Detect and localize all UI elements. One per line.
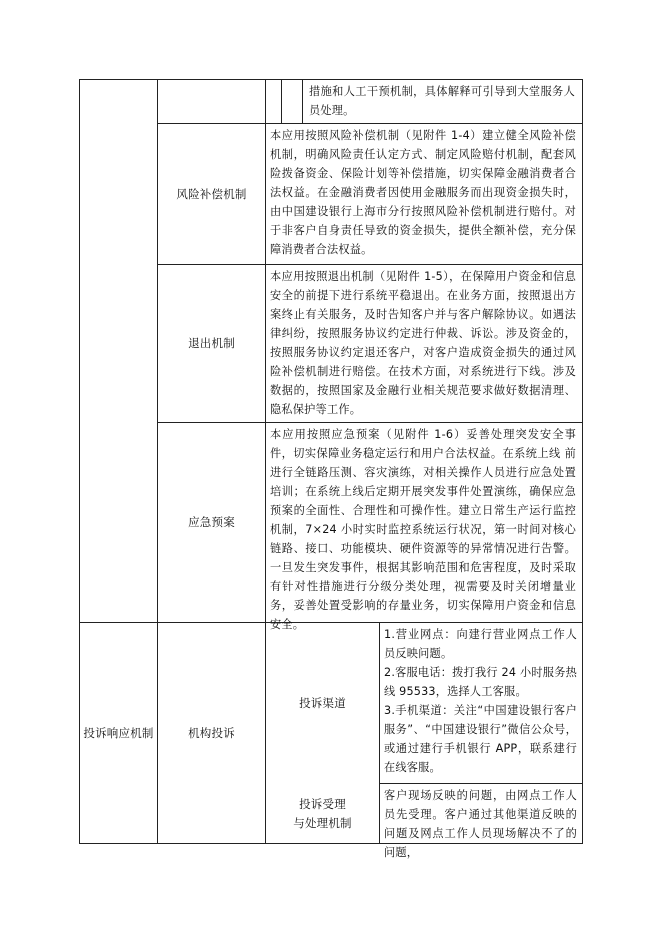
continuation-col-divider-a — [281, 79, 282, 123]
exit-mechanism-text: 本应用按照退出机制（见附件 1-5），在保障用户资金和信息安全的前提下进行系统平稳退出。在业务方面，按照退出方案终止有关服务，及时告知客户并与客户解除协议。如遇法律纠纷，按照服务协议约定进行仲裁、诉讼。涉及资金的，按照服务协议约定退还客户，对客户造成资金损失的通过风险补偿机制进行赔偿。在技术方面，对系统进行下线。涉及数据的，按照国家及金融行业相关规范要求做好数据清理、隐私保护等工作。 — [270, 270, 576, 416]
complaint-handling-label — [266, 784, 379, 843]
institution-complaint-label — [158, 623, 265, 843]
complaint-channels-label — [266, 623, 379, 783]
channel-item-branch: 1.营业网点：向建行营业网点工作人员反映问题。 — [384, 628, 577, 660]
emergency-plan-text: 本应用按照应急预案（见附件 1-6）妥善处理突发安全事件，切实保障业务稳定运行和用户合法权益。在系统上线 前进行全链路压测、容灾演练，对相关操作人员进行应急处置培训；在系统上线后定期开展突发事件处置演练，确保应急预案的全面性、合理性和可操作性。建立日常生产运行监控机制，7×24 小时实时监控系统运行状况，第一时间对核心链路、接口、功能模块、硬件资源等的异常情况进行告警。一旦发生突发事件，根据其影响范围和危害程度，及时采取有针对性措施进行分级分类处理，视需要及时关闭增量业务，妥善处置受影响的存量业务，切实保障用户资金和信息安全。 — [270, 428, 576, 631]
table-border-bottom — [79, 843, 583, 844]
complaint-handling-label-line2: 与处理机制 — [293, 815, 352, 830]
row-divider-handling — [379, 783, 583, 784]
policy-table — [79, 79, 583, 859]
risk-compensation-text: 本应用按照风险补偿机制（见附件 1-4）建立健全风险补偿机制，明确风险责任认定方式、制定风险赔付机制，配套风险拨备资金、保险计划等补偿措施，切实保障金融消费者合法权益。在金融消费者因使用金融服务而出现资金损失时，由中国建设银行上海市分行按照风险补偿机制进行赔付。对于非客户自身责任导致的资金损失，提供全额补偿，充分保障消费者合法权益。 — [270, 129, 576, 256]
table-border-left — [79, 79, 80, 844]
complaint-handling-text: 客户现场反映的问题，由网点工作人员先受理。客户通过其他渠道反映的问题及网点工作人员现场解决不了的问题， — [384, 789, 577, 859]
complaint-response-label — [83, 623, 154, 843]
table-border-right — [582, 79, 583, 844]
complaint-channels-list — [384, 625, 577, 782]
complaint-col-divider — [379, 622, 380, 844]
emergency-plan-label — [158, 423, 265, 622]
complaint-channels-label-text: 投诉渠道 — [299, 695, 346, 710]
continuation-col-divider-b — [302, 79, 303, 123]
channel-item-mobile: 3.手机渠道：关注“中国建设银行客户服务”、“中国建设银行”微信公众号，或通过建行手机银行 APP，联系建行在线客服。 — [384, 704, 577, 774]
complaint-handling-label-line1: 投诉受理 — [299, 796, 346, 811]
risk-compensation-label-text: 风险补偿机制 — [176, 186, 247, 201]
continuation-text: 措施和人工干预机制，具体解释可引导到大堂服务人员处理。 — [309, 85, 575, 117]
exit-mechanism-label-text: 退出机制 — [188, 336, 235, 350]
complaint-response-label-text: 投诉响应机制 — [83, 725, 154, 740]
table-border-top — [79, 79, 583, 80]
institution-complaint-label-text: 机构投诉 — [188, 725, 235, 740]
channel-item-hotline: 2.客服电话：拨打我行 24 小时服务热线 95533，选择人工客服。 — [384, 666, 577, 698]
emergency-plan-label-text: 应急预案 — [188, 515, 235, 529]
risk-compensation-label — [158, 124, 265, 264]
exit-mechanism-label — [158, 265, 265, 422]
